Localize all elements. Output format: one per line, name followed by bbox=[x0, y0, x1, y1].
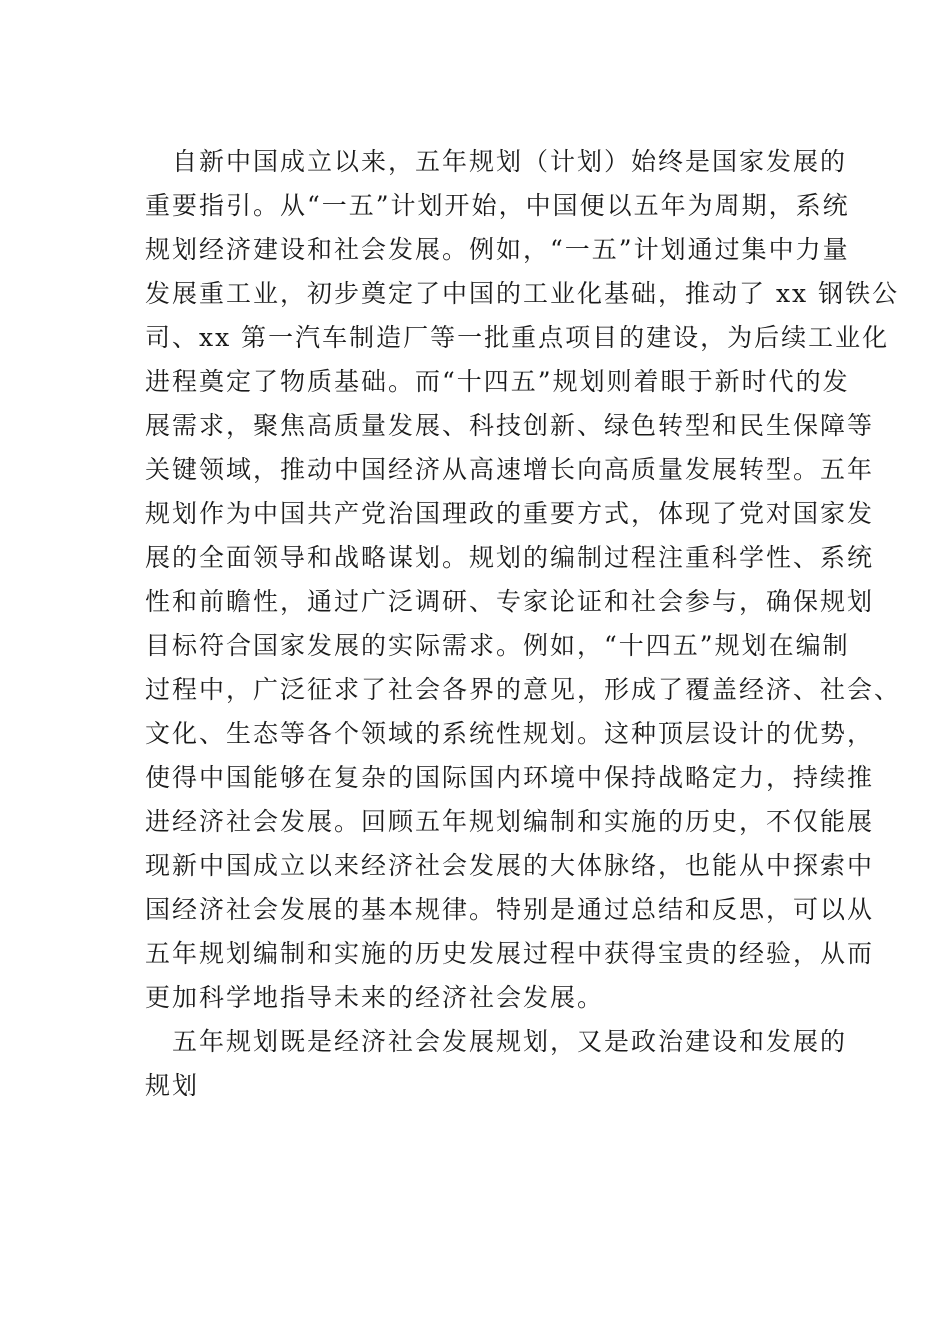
paragraph-1-line-20: 更加科学地指导未来的经济社会发展。 bbox=[145, 983, 605, 1012]
paragraph-1-line-4: 发展重工业，初步奠定了中国的工业化基础，推动了 xx 钢铁公 bbox=[145, 279, 900, 308]
paragraph-1-line-12: 目标符合国家发展的实际需求。例如，“十四五”规划在编制 bbox=[145, 631, 850, 660]
paragraph-1-line-17: 现新中国成立以来经济社会发展的大体脉络，也能从中探索中 bbox=[145, 851, 875, 880]
paragraph-1-line-10: 展的全面领导和战略谋划。规划的编制过程注重科学性、系统 bbox=[145, 543, 875, 572]
paragraph-1-line-7: 展需求，聚焦高质量发展、科技创新、绿色转型和民生保障等 bbox=[145, 411, 875, 440]
paragraph-1-line-18: 国经济社会发展的基本规律。特别是通过总结和反思，可以从 bbox=[145, 895, 875, 924]
paragraph-2-line-1: 五年规划既是经济社会发展规划，又是政治建设和发展的 bbox=[172, 1027, 848, 1056]
paragraph-1-line-6: 进程奠定了物质基础。而“十四五”规划则着眼于新时代的发 bbox=[145, 367, 850, 396]
paragraph-1-line-3: 规划经济建设和社会发展。例如，“一五”计划通过集中力量 bbox=[145, 235, 850, 264]
paragraph-1-line-13: 过程中，广泛征求了社会各界的意见，形成了覆盖经济、社会、 bbox=[145, 675, 902, 704]
paragraph-1-line-5: 司、xx 第一汽车制造厂等一批重点项目的建设，为后续工业化 bbox=[145, 323, 890, 352]
paragraph-1-line-1: 自新中国成立以来，五年规划（计划）始终是国家发展的 bbox=[172, 147, 848, 176]
paragraph-1-line-19: 五年规划编制和实施的历史发展过程中获得宝贵的经验，从而 bbox=[145, 939, 875, 968]
paragraph-1-line-2: 重要指引。从“一五”计划开始，中国便以五年为周期，系统 bbox=[145, 191, 850, 220]
paragraph-1-line-14: 文化、生态等各个领域的系统性规划。这种顶层设计的优势， bbox=[145, 719, 875, 748]
paragraph-1-line-16: 进经济社会发展。回顾五年规划编制和实施的历史，不仅能展 bbox=[145, 807, 875, 836]
paragraph-1-line-15: 使得中国能够在复杂的国际国内环境中保持战略定力，持续推 bbox=[145, 763, 875, 792]
paragraph-2-line-2: 规划 bbox=[145, 1071, 200, 1100]
paragraph-1-line-11: 性和前瞻性，通过广泛调研、专家论证和社会参与，确保规划 bbox=[145, 587, 875, 616]
paragraph-1-line-9: 规划作为中国共产党治国理政的重要方式，体现了党对国家发 bbox=[145, 499, 875, 528]
paragraph-1-line-8: 关键领域，推动中国经济从高速增长向高质量发展转型。五年 bbox=[145, 455, 875, 484]
